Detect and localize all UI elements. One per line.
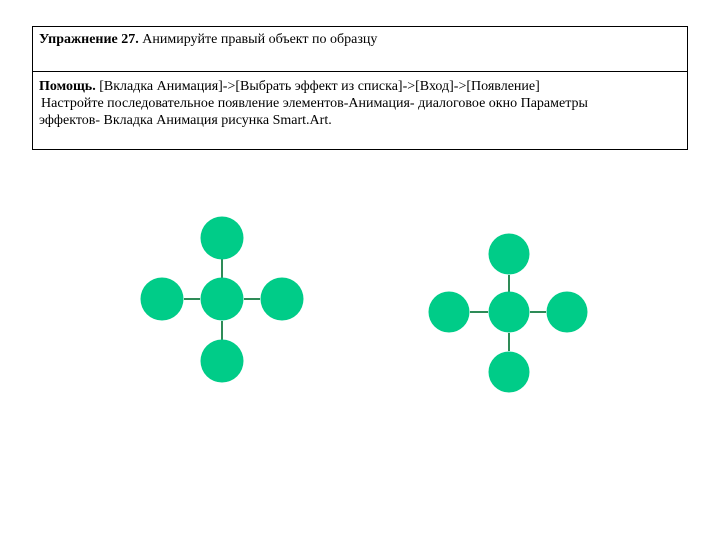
node-bottom[interactable] — [489, 352, 530, 393]
target-diagram[interactable] — [429, 234, 589, 394]
node-left[interactable] — [141, 278, 184, 321]
help-section — [33, 72, 687, 129]
help-label: Помощь. — [39, 79, 96, 94]
node-bottom[interactable] — [201, 340, 244, 383]
sample-diagram-svg — [139, 216, 305, 384]
node-center[interactable] — [489, 292, 530, 333]
exercise-number: Упражнение 27. — [39, 32, 139, 47]
help-line-3: эффектов- Вкладка Анимация рисунка Smart.Art. — [39, 113, 332, 128]
node-right[interactable] — [261, 278, 304, 321]
node-center[interactable] — [201, 278, 244, 321]
exercise-title — [33, 27, 687, 72]
sample-diagram[interactable] — [139, 216, 305, 384]
node-left[interactable] — [429, 292, 470, 333]
exercise-box — [32, 26, 688, 150]
node-right[interactable] — [547, 292, 588, 333]
help-line-2: Настройте последовательное появление элементов-Анимация- диалоговое окно Параметры — [41, 96, 588, 111]
node-top[interactable] — [489, 234, 530, 275]
exercise-instruction: Анимируйте правый объект по образцу — [138, 32, 378, 47]
node-top[interactable] — [201, 217, 244, 260]
target-diagram-svg — [429, 234, 589, 394]
help-line-1: [Вкладка Анимация]->[Выбрать эффект из списка]->[Вход]->[Появление] — [95, 79, 540, 94]
